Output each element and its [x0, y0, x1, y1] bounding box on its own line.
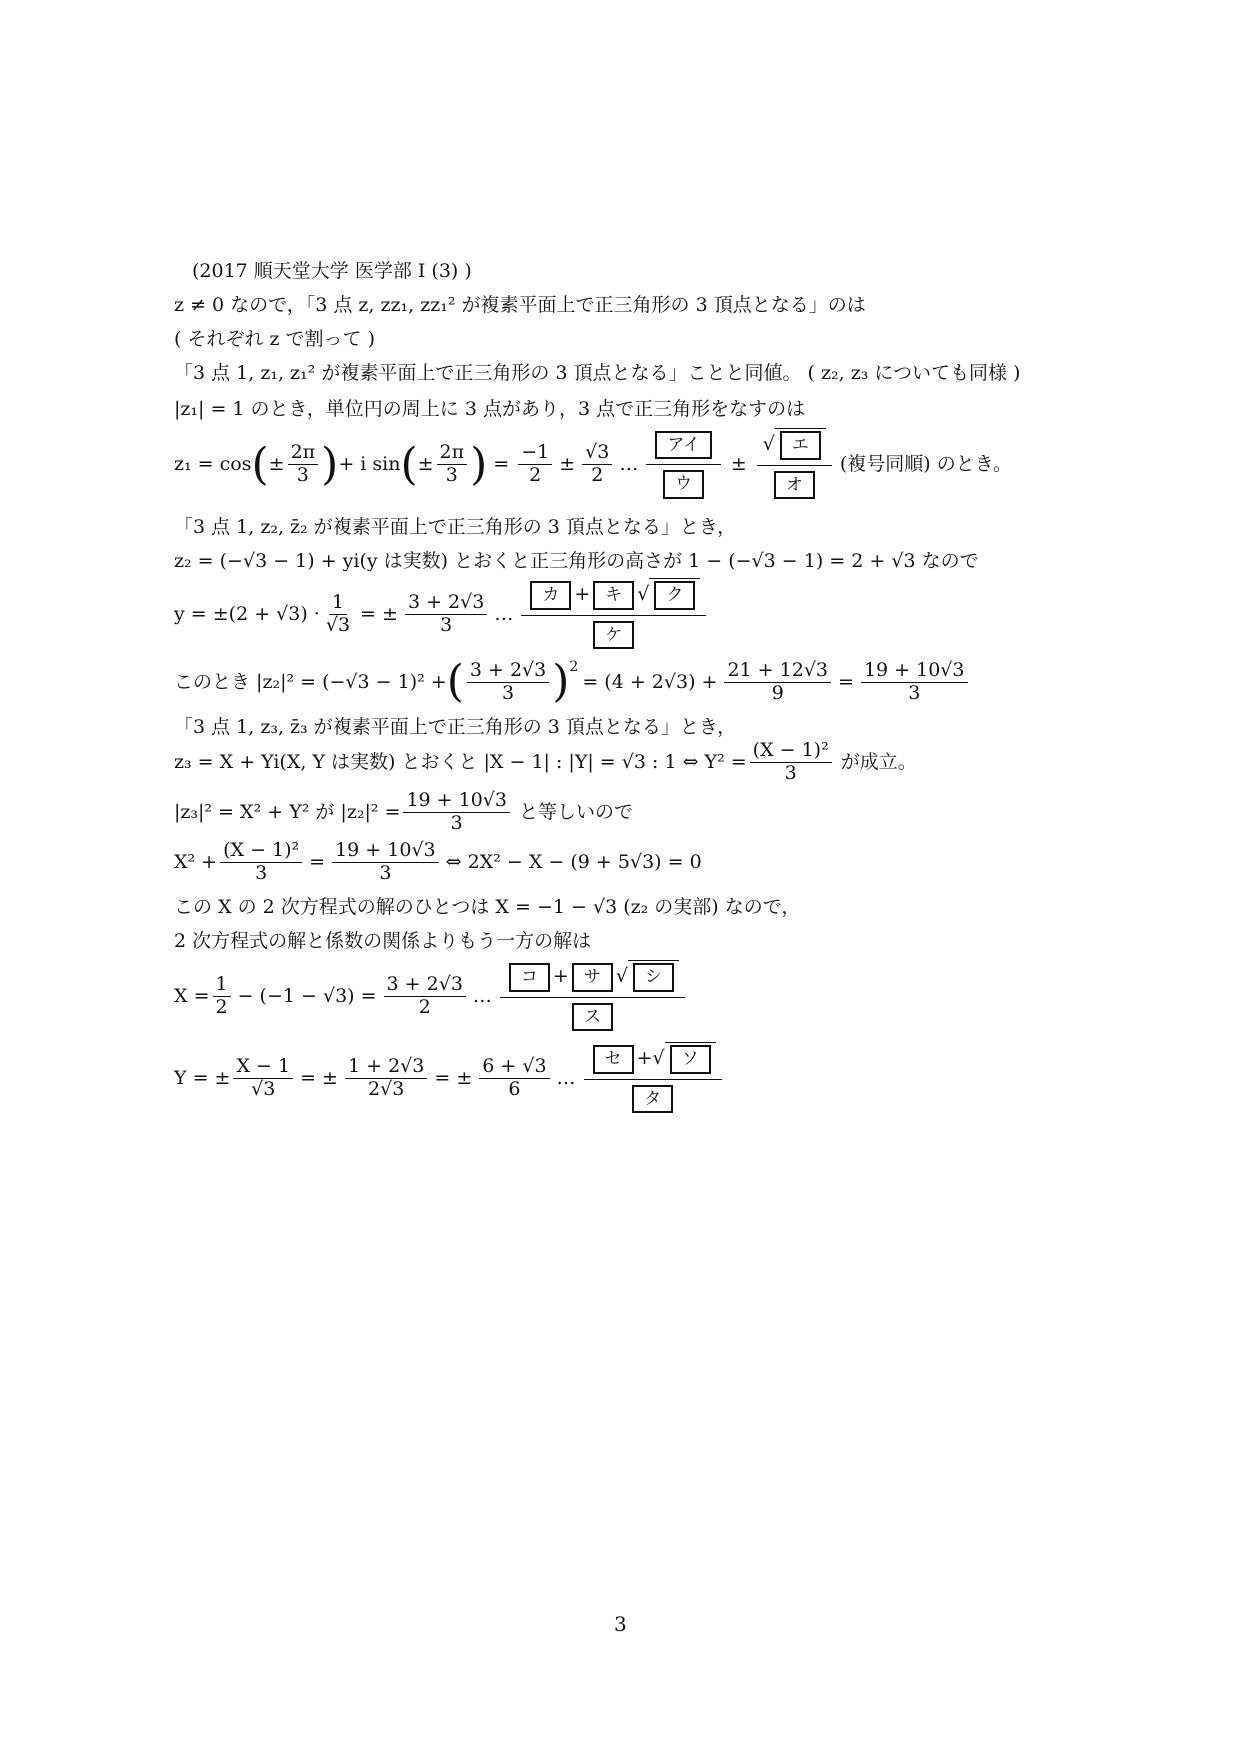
eq-z3-lhs: z₃ = X + Yi(X, Y は実数) とおくと |X − 1| : |Y| = √3 : 1 ⇔ Y² = — [174, 750, 747, 773]
text-line-1: z ≠ 0 なので，「3 点 z, zz₁, zz₁² が複素平面上で正三角形の 3 頂点となる」のは — [174, 294, 866, 316]
text-line-3: 「3 点 1, z₁, z₁² が複素平面上で正三角形の 3 頂点となる」ことと同値。 ( z₂, z₃ についても同様 ) — [174, 362, 1021, 384]
eq-Y-dots: … — [556, 1067, 576, 1090]
equation-z3 — [174, 740, 917, 785]
answer-box-sa: サ — [572, 963, 613, 992]
fraction-2pi-3: $\frac{2\pi}{3}$ — [288, 442, 319, 487]
fraction-abs-value: $\frac{19 + 10√3}{3}$ — [403, 790, 510, 835]
fraction-Y-1: $\frac{X - 1}{√3}$ — [233, 1056, 293, 1101]
answer-fraction-aiu — [646, 429, 720, 501]
text-line-4: |z₁| = 1 のとき，単位円の周上に 3 点があり，3 点で正三角形をなすのは — [174, 398, 806, 420]
eq-z3-tail: が成立。 — [840, 750, 917, 773]
equation-X — [174, 960, 689, 1033]
paren-close-3: ) — [552, 656, 570, 708]
plus-sign: + — [574, 583, 591, 605]
fraction-2pi-3-b: $\frac{2\pi}{3}$ — [437, 442, 468, 487]
fraction-Y-2: $\frac{1 + 2√3}{2√3}$ — [345, 1056, 427, 1101]
eq-z1-pm3: ± — [730, 453, 747, 476]
answer-box-so: ソ — [670, 1045, 711, 1074]
answer-fraction-eo — [757, 428, 832, 501]
fraction-z2-in: $\frac{3 + 2√3}{3}$ — [467, 660, 549, 705]
fraction-Y-3: $\frac{6 + √3}{6}$ — [479, 1056, 549, 1101]
fraction-r3-2: $\frac{√3}{2}$ — [582, 442, 612, 487]
fraction-1-2: $\frac{1}{2}$ — [213, 974, 231, 1019]
paren-open-2: ( — [400, 438, 418, 490]
eq-z1-lhs: z₁ = cos — [174, 453, 252, 476]
page-number: 3 — [614, 1612, 627, 1636]
text-line-10: 「3 点 1, z₃, z̄₃ が複素平面上で正三角形の 3 頂点となる」とき， — [174, 716, 737, 738]
eq-z1-eq: = — [493, 453, 510, 476]
text-line-15: 2 次方程式の解と係数の関係よりもう一方の解は — [174, 930, 592, 952]
fraction-1-r3: $\frac{1}{√3}$ — [325, 591, 351, 637]
fraction-x1sq-3: $\frac{\text{(X − 1)²}}{3}$ — [750, 740, 832, 785]
eq-z2sq-lhs: このとき |z₂|² = (−√3 − 1)² + — [174, 670, 447, 693]
fraction-21-12r3: $\frac{21 + 12√3}{9}$ — [724, 660, 831, 705]
eq-z2sq-eq: = — [838, 670, 854, 693]
answer-box-se: セ — [593, 1045, 634, 1074]
eq-abs-lhs: |z₃|² = X² + Y² が |z₂|² = — [174, 800, 401, 823]
fraction-m1-2: $\frac{-1}{2}$ — [518, 442, 552, 487]
plus-sign: + — [636, 1047, 653, 1069]
eq-Y-eq1: = ± — [300, 1067, 338, 1090]
eq-y-eq: = ± — [360, 603, 398, 626]
eq-y-lhs: y = ±(2 + √3) · — [174, 603, 320, 626]
sqrt-icon: √ — [652, 1047, 665, 1069]
paren-close-2: ) — [470, 438, 488, 490]
eq-X-lhs: X = — [174, 985, 210, 1008]
answer-box-ko: コ — [509, 963, 550, 992]
eq-Y-lhs: Y = ± — [174, 1067, 231, 1090]
answer-box-shi: シ — [633, 963, 674, 992]
sqrt-icon: √ — [762, 433, 775, 455]
paren-close: ) — [321, 438, 339, 490]
equation-y — [174, 578, 710, 651]
text-line-6: 「3 点 1, z₂, z̄₂ が複素平面上で正三角形の 3 頂点となる」とき， — [174, 516, 737, 538]
answer-fraction-kakikuke — [521, 578, 706, 651]
paren-open: ( — [251, 438, 269, 490]
eq-quad-eq: = — [309, 850, 326, 873]
eq-X-dots: … — [472, 985, 492, 1008]
fraction-X-value: $\frac{3 + 2√3}{2}$ — [384, 974, 466, 1019]
eq-z1-isin: + i sin — [338, 453, 401, 476]
answer-box-ai: アイ — [655, 431, 711, 460]
plus-sign: + — [552, 965, 569, 987]
equation-z3-abs — [174, 790, 633, 835]
eq-z1-tail: (複号同順) のとき。 — [839, 453, 1012, 476]
sqrt-icon: √ — [637, 583, 650, 605]
eq-quad-lhs: X² + — [174, 850, 218, 873]
eq-z2sq-mid: = (4 + 2√3) + — [582, 670, 718, 693]
exponent-2: 2 — [569, 659, 579, 675]
answer-fraction-kosashisu — [500, 960, 685, 1033]
eq-z1-pm-2: ± — [417, 453, 434, 476]
fraction-quad-2: $\frac{19 + 10√3}{3}$ — [332, 840, 439, 885]
answer-box-e: エ — [780, 431, 821, 460]
answer-box-ka: カ — [530, 581, 571, 610]
text-line-2: ( それぞれ z で割って ) — [174, 328, 375, 350]
text-line-14: この X の 2 次方程式の解のひとつは X = −1 − √3 (z₂ の実部) なので， — [174, 896, 801, 918]
eq-abs-tail: と等しいので — [519, 800, 634, 823]
eq-quad-tail: ⇔ 2X² − X − (9 + 5√3) = 0 — [445, 850, 702, 873]
text-line-7: z₂ = (−√3 − 1) + yi(y は実数) とおくと正三角形の高さが 1 − (−√3 − 1) = 2 + √3 なので — [174, 550, 979, 572]
problem-header: (2017 順天堂大学 医学部 I (3) ) — [192, 260, 472, 282]
eq-z1-pm2: ± — [559, 453, 576, 476]
answer-fraction-sesota — [584, 1042, 722, 1115]
fraction-19-10r3: $\frac{19 + 10√3}{3}$ — [861, 660, 968, 705]
equation-z2-abs — [174, 656, 971, 708]
answer-box-o: オ — [774, 471, 815, 500]
eq-X-mid: − (−1 − √3) = — [237, 985, 377, 1008]
fraction-quad-1: $\frac{\text{(X − 1)²}}{3}$ — [220, 840, 302, 885]
answer-box-ta: タ — [632, 1085, 673, 1114]
equation-Y — [174, 1042, 726, 1115]
eq-z1-pm: ± — [268, 453, 285, 476]
answer-box-su: ス — [572, 1003, 613, 1032]
eq-z1-dots: … — [619, 453, 639, 476]
eq-y-dots: … — [494, 603, 514, 626]
eq-Y-eq2: = ± — [434, 1067, 473, 1090]
answer-box-ki: キ — [593, 581, 634, 610]
answer-box-ke: ケ — [593, 621, 634, 650]
answer-box-u: ウ — [663, 470, 704, 499]
fraction-y-value: $\frac{3 + 2√3}{3}$ — [405, 592, 487, 637]
answer-box-ku: ク — [654, 581, 695, 610]
paren-open-3: ( — [446, 656, 464, 708]
sqrt-icon: √ — [615, 965, 628, 987]
equation-quadratic — [174, 840, 702, 885]
equation-z1 — [174, 428, 1012, 501]
